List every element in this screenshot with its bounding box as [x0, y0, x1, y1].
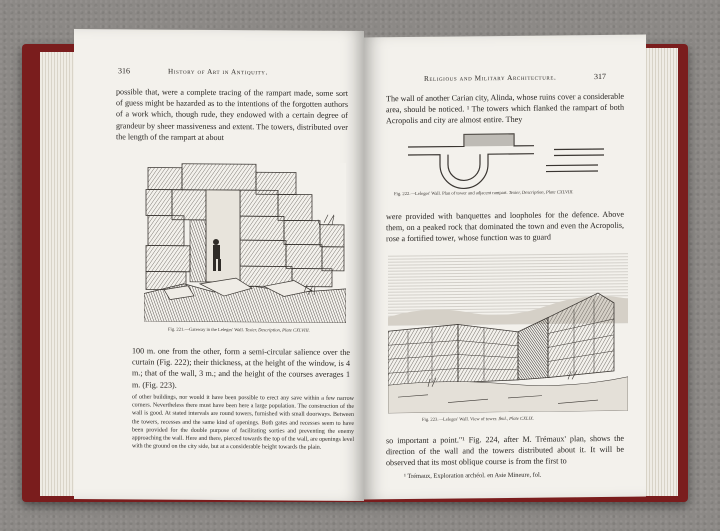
plan-caption-source: Texier, Description, Plate CXLVIII.: [508, 189, 574, 195]
left-running-head: History of Art in Antiquity.: [168, 67, 268, 77]
right-figure-caption-main: Fig. 223.—Leleges' Wall. View of tower.: [422, 416, 498, 422]
right-running-head: Religious and Military Architecture.: [424, 73, 557, 83]
plan-caption: [394, 189, 574, 197]
left-page-number: 316: [118, 66, 130, 76]
left-top-paragraph: possible that, were a complete tracing of the rampart made, some sort of guess might be hazarded as to the intentions of the forgotten authors of a work which, though rude, they endowed with a certain degree of grandeur by sheer massiveness and extent. The towers, distributed over the length of the rampart at about: [116, 87, 348, 142]
right-figure-caption: [422, 416, 534, 423]
tower-view-engraving: [388, 253, 628, 414]
left-figure-caption-main: Fig. 221.—Gateway in the Leleges' Wall.: [168, 326, 244, 333]
left-figure-caption: [168, 327, 310, 334]
tower-plan-drawing: [404, 123, 604, 191]
left-page: [74, 29, 364, 501]
plan-caption-main: Fig. 222.—Leleges' Wall. Plan of tower and adjacent rampart.: [394, 189, 508, 197]
left-figure-caption-source: Texier, Description, Plate CXLVIII.: [245, 327, 310, 333]
right-middle-paragraph: were provided with banquettes and loopholes for the defence. Above them, on a peaked rock that dominated the town and even the Acropolis, rose a fortified tower, whose function was to guard: [386, 209, 624, 244]
right-top-paragraph: The wall of another Carian city, Alinda, whose ruins cover a considerable area, should be noticed. ¹ The towers which flanked the rampart of both Acropolis and city are almost entire. They: [386, 91, 624, 126]
left-small-paragraph: of other buildings, nor would it have been possible to erect any save within a few narrow corners. Nevertheless there must have been here a large population. The construction of the wall is good. At stated intervals are round towers, furnished with small doorways. Between the towers, recesses and the same kind of openings. Both gates and recesses seem to have been provided for the double purpose of facilitating sorties and preventing the enemy approaching the wall. Here and there, pierced towards the top of the wall, are openings level with the ground on the city side, but at a considerable height towards the plain.: [132, 394, 354, 451]
right-page-number: 317: [594, 71, 606, 82]
right-figure-caption-source: Ibid., Plate CXLIX.: [498, 415, 534, 422]
right-footnote: ¹ Trémaux, Exploration archéol. en Asie Mineure, fol.: [404, 471, 542, 481]
right-page: [364, 35, 646, 500]
right-bottom-paragraph: so important a point."¹ Fig. 224, after M. Trémaux' plan, shows the direction of the wall and the towers distributed about it. It will be observed that its most oblique course is from the first to: [386, 433, 624, 468]
gateway-engraving: [144, 161, 346, 322]
left-middle-paragraph: 100 m. one from the other, form a semi-circular salience over the curtain (Fig. 222); their thickness, at the height of the window, is 4 m.; that of the wall, 3 m.; and the height of the courses averages 1 m. (Fig. 223).: [132, 346, 350, 390]
